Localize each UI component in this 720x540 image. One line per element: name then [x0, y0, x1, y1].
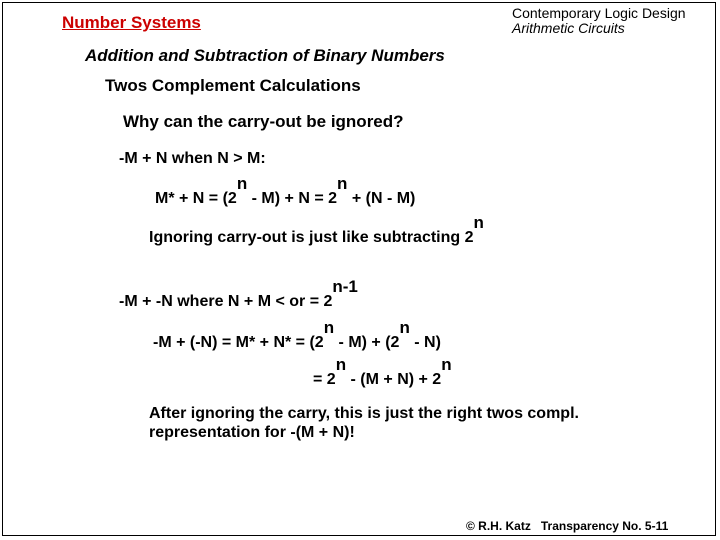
case1-eq-part-b: - M) + N = 2 [247, 190, 337, 207]
footer-copyright: © R.H. Katz [466, 519, 531, 533]
header-title: Number Systems [62, 13, 201, 32]
case2-eq1-exponent-2: n [399, 318, 410, 337]
case1-note-text: Ignoring carry-out is just like subtracting 2 [149, 229, 474, 246]
case2-eq2-part-a: = 2 [313, 371, 336, 388]
case2-condition-exponent: n-1 [332, 277, 358, 296]
case2-condition [119, 277, 358, 311]
case2-condition-text: -M + -N where N + M < or = 2 [119, 293, 333, 310]
case2-eq1-part-b: - M) + (2 [334, 334, 400, 351]
case2-equation-2 [313, 355, 452, 389]
case1-eq-part-c: + (N - M) [347, 190, 416, 207]
question-text: Why can the carry-out be ignored? [123, 112, 404, 131]
case1-eq-exponent-2: n [337, 174, 348, 193]
course-name: Contemporary Logic Design [512, 5, 686, 21]
case1-note [149, 213, 484, 247]
footer [466, 519, 668, 533]
case1-eq-part-a: M* + N = (2 [155, 190, 237, 207]
case2-eq1-part-a: -M + (-N) = M* + N* = (2 [153, 334, 324, 351]
header-course-info [512, 6, 686, 36]
footer-transparency-number: Transparency No. 5-11 [540, 519, 669, 533]
conclusion-line-1: After ignoring the carry, this is just the right twos compl. [149, 405, 579, 422]
case2-eq2-part-b: - (M + N) + 2 [346, 371, 442, 388]
case2-eq2-exponent-1: n [335, 355, 347, 374]
case2-eq1-exponent-1: n [323, 318, 335, 337]
chapter-name: Arithmetic Circuits [512, 20, 625, 36]
subsection-title: Twos Complement Calculations [105, 76, 361, 95]
case1-eq-exponent-1: n [236, 174, 248, 193]
section-title: Addition and Subtraction of Binary Numbers [85, 46, 445, 65]
case2-equation-1 [153, 318, 441, 352]
case2-eq1-part-c: - N) [409, 334, 441, 351]
case1-condition: -M + N when N > M: [119, 150, 266, 167]
conclusion-line-2: representation for -(M + N)! [149, 424, 355, 441]
case2-eq2-exponent-2: n [441, 355, 452, 374]
case1-equation [155, 174, 416, 208]
case1-note-exponent: n [473, 213, 484, 232]
